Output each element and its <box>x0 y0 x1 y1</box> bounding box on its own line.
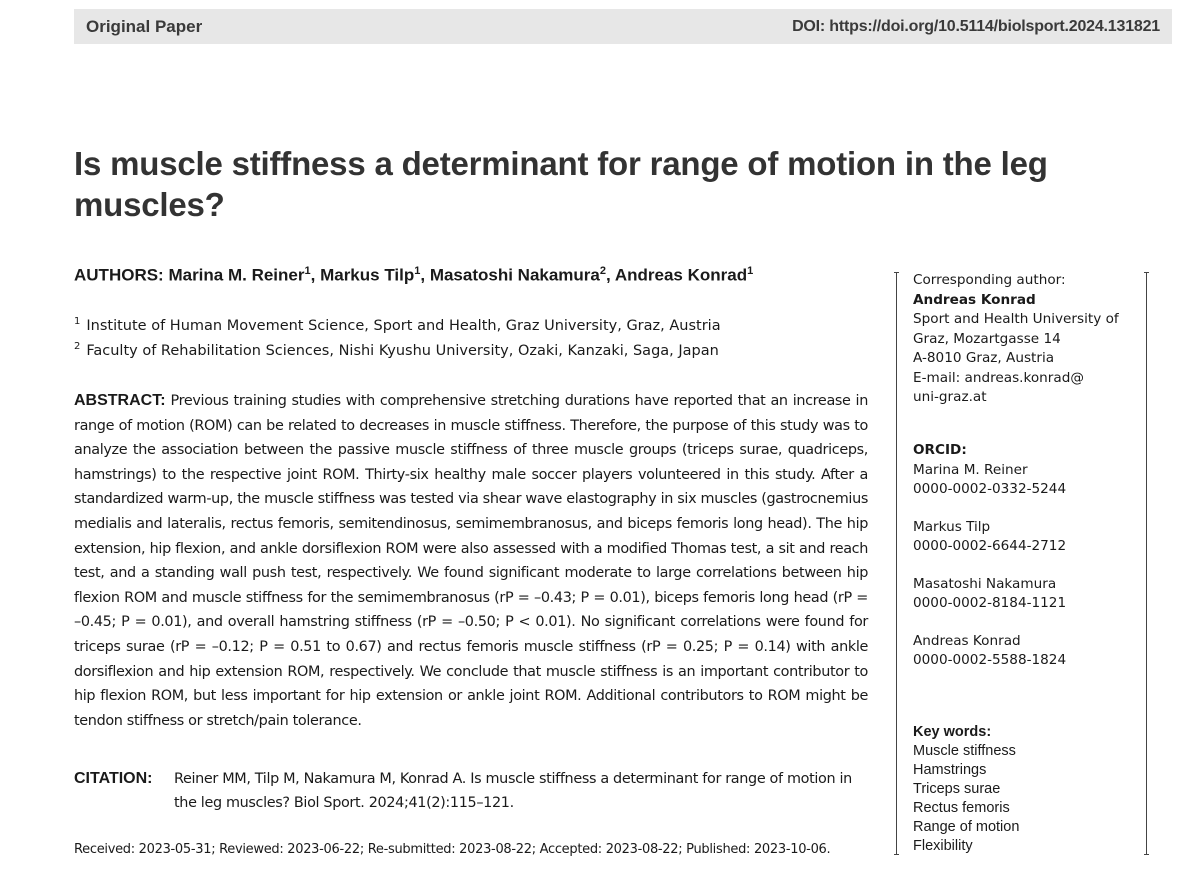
citation-text: Reiner MM, Tilp M, Nakamura M, Konrad A. Is muscle stiffness a determinant for range of motion in the leg muscles? Biol Sport. 2024;41(2):115–121. <box>174 771 852 811</box>
article-type-label: Original Paper <box>86 16 203 36</box>
orcid-name: Masatoshi Nakamura <box>913 575 1057 592</box>
orcid-id[interactable]: 0000-0002-5588-1824 <box>913 652 1067 668</box>
orcid-label: ORCID: <box>913 442 967 458</box>
corresponding-author-block <box>913 271 1133 408</box>
affiliation-number: 2 <box>74 341 81 352</box>
affiliation-text: Institute of Human Movement Science, Sport and Health, Graz University, Graz, Austria <box>86 317 721 334</box>
affiliation-text: Faculty of Rehabilitation Sciences, Nishi Kyushu University, Ozaki, Kanzaki, Saga, Japan <box>86 342 719 359</box>
affiliation-1 <box>74 316 874 334</box>
corresponding-label: Corresponding author: <box>913 272 1066 288</box>
orcid-entry <box>913 518 1133 557</box>
affiliation-2 <box>74 341 874 359</box>
corresponding-name: Andreas Konrad <box>913 291 1036 308</box>
doi-link[interactable]: DOI: https://doi.org/10.5114/biolsport.2024.131821 <box>792 17 1160 35</box>
orcid-block <box>913 441 1133 689</box>
sidebar-left-rule <box>896 272 897 855</box>
email-line[interactable]: uni-graz.at <box>913 389 987 405</box>
keyword: Range of motion <box>913 819 1020 835</box>
sidebar-right-rule-cap <box>1144 272 1149 273</box>
abstract <box>74 389 868 733</box>
keyword: Rectus femoris <box>913 800 1010 816</box>
author-affiliation-mark: 1 <box>304 265 311 277</box>
sidebar-right-rule-cap <box>1144 854 1149 855</box>
orcid-id[interactable]: 0000-0002-6644-2712 <box>913 538 1067 554</box>
orcid-entry <box>913 575 1133 614</box>
keywords-block <box>913 723 1133 856</box>
authors-label: AUTHORS: <box>74 265 164 285</box>
author-name: Andreas Konrad <box>614 265 748 285</box>
orcid-id[interactable]: 0000-0002-0332-5244 <box>913 481 1067 497</box>
keyword: Hamstrings <box>913 762 987 778</box>
abstract-label: ABSTRACT: <box>74 392 166 409</box>
keywords-label: Key words: <box>913 724 992 740</box>
author-name: Masatoshi Nakamura <box>429 265 600 285</box>
keyword: Triceps surae <box>913 781 1001 797</box>
citation <box>74 767 874 815</box>
orcid-entry <box>913 632 1133 671</box>
authors-line: AUTHORS: Marina M. Reiner$^1$, Markus Tilp$^1$, Masatoshi Nakamura$^2$, Andreas Konrad$^1$ <box>74 265 754 285</box>
author-affiliation-mark: 1 <box>414 265 421 277</box>
email-line[interactable]: E-mail: andreas.konrad@ <box>913 369 1084 386</box>
abstract-text: Previous training studies with comprehensive stretching durations have reported that an increase in range of motion (ROM) can be related to decreases in muscle stiffness. Therefore, the purpose of this study was to analyze the association between the passive muscle stiffness of three muscle groups (triceps surae, quadriceps, hamstrings) to the respective joint ROM. Thirty-six healthy male soccer players volunteered in this study. After a standardized warm-up, the muscle stiffness was tested via shear wave elastography in six muscles (gastrocnemius medialis and lateralis, rectus femoris, semitendinosus, semimembranosus, and biceps femoris long head). The hip extension, hip flexion, and ankle dorsiflexion ROM were also assessed with a modified Thomas test, a sit and reach test, and a standing wall push test, respectively. We found significant moderate to large correlations between hip flexion ROM and muscle stiffness for the semimembranosus (rP = –0.43; P = 0.01), biceps femoris long head (rP = –0.45; P = 0.01), and overall hamstring stiffness (rP = –0.50; P < 0.01). No significant correlations were found for triceps surae (rP = –0.12; P = 0.51 to 0.67) and rectus femoris muscle stiffness (rP = 0.25; P = 0.14) with ankle dorsiflexion and hip extension ROM, respectively. We conclude that muscle stiffness is an important contributor to hip flexion ROM, but less important for hip extension or ankle joint ROM. Additional contributors to ROM might be tendon stiffness or stretch/pain tolerance. <box>74 393 868 729</box>
orcid-name: Markus Tilp <box>913 518 991 535</box>
orcid-name: Andreas Konrad <box>913 632 1021 649</box>
address-line: Sport and Health University of <box>913 311 1119 327</box>
affiliation-number: 1 <box>74 316 81 327</box>
article-title: Is muscle stiffness a determinant for range of motion in the leg muscles? <box>74 145 1048 223</box>
address-line: A-8010 Graz, Austria <box>913 350 1055 366</box>
author-name: Marina M. Reiner <box>168 265 305 285</box>
orcid-name: Marina M. Reiner <box>913 461 1028 478</box>
author-affiliation-mark: 2 <box>599 265 607 277</box>
author-name: Markus Tilp <box>320 265 415 285</box>
citation-label: CITATION: <box>74 770 153 787</box>
orcid-entry <box>913 461 1133 500</box>
keyword: Muscle stiffness <box>913 743 1016 759</box>
sidebar-left-rule-cap <box>894 272 899 273</box>
keyword: Flexibility <box>913 838 973 854</box>
author-affiliation-mark: 1 <box>747 265 754 277</box>
sidebar-right-rule <box>1146 272 1147 855</box>
journal-header-bar <box>74 9 1172 44</box>
sidebar-left-rule-cap <box>894 854 899 855</box>
publication-dates: Received: 2023-05-31; Reviewed: 2023-06-22; Re-submitted: 2023-08-22; Accepted: 2023-08-22; Published: 2023-10-06. <box>74 842 831 857</box>
address-line: Graz, Mozartgasse 14 <box>913 330 1061 347</box>
orcid-id[interactable]: 0000-0002-8184-1121 <box>913 595 1067 611</box>
